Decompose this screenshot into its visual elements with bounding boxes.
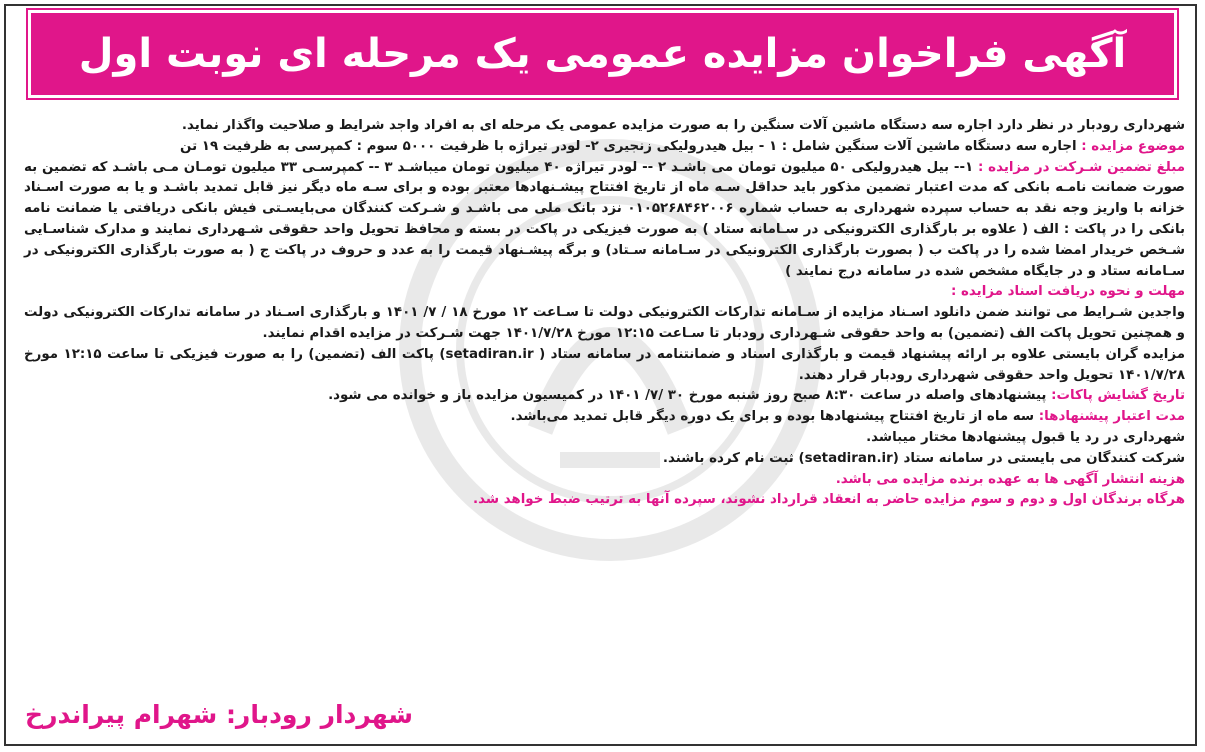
opening-text: پیشنهادهای واصله در ساعت ۸:۳۰ صبح روز شنبه مورخ ۳۰ /۷/ ۱۴۰۱ در کمیسیون مزایده باز و خوانده می شود.	[328, 388, 1047, 404]
validity-paragraph	[24, 407, 1185, 428]
bidders-note-paragraph: مزایده گران بایستی علاوه بر ارائه پیشنهاد قیمت و بارگذاری اسناد و ضمانتنامه در سامانه ستاد ( setadiran.ir) پاکت الف (تضمین) را به صورت فیزیکی تا ساعت ۱۲:۱۵ مورخ ۱۴۰۱/۷/۲۸ تحویل واحد حقوقی شهرداری رودبار قرار دهند.	[24, 346, 1185, 383]
deadline-label: مهلت و نحوه دریافت اسناد مزایده :	[951, 284, 1185, 300]
subject-text: اجاره سه دستگاه ماشین آلات سنگین شامل : ۱ - بیل هیدرولیکی زنجیری ۲- لودر تیراژه با ظرفیت ۵۰۰۰ سوم : کمپرسی به ظرفیت ۱۹ تن	[180, 138, 1077, 154]
intro-paragraph: شهرداری رودبار در نظر دارد اجاره سه دستگاه ماشین آلات سنگین را به صورت مزایده عمومی یک مرحله ای به افراد واجد شرایط و صلاحیت واگذار نماید.	[181, 118, 1185, 133]
deadline-paragraph: واجدین شـرایط می توانند ضمن دانلود اسـناد مزایده از سـامانه تدارکات الکترونیکی دولت تا سـاعت ۱۲ مورخ ۱۸ / ۷/ ۱۴۰۱ و بارگذاری اسـناد در سامانه تدارکات الکترونیکی دولت و همچنین تحویل پاکت الف (تضمین) به واحد حقوقی شـهرداری رودبار تا سـاعت ۱۲:۱۵ مورخ ۱۴۰۱/۷/۲۸ جهت شـرکت در مزایده اقدام نمایند.	[24, 305, 1186, 341]
opening-paragraph	[24, 386, 1185, 407]
opening-label: تاریخ گشایش پاکات:	[1051, 388, 1185, 404]
guarantee-paragraph	[24, 158, 1185, 283]
title-banner	[28, 10, 1177, 98]
ad-cost-note: هزینه انتشار آگهی ها به عهده برنده مزایده می باشد.	[835, 471, 1185, 487]
subject-label: موضوع مزایده :	[1081, 138, 1185, 154]
validity-label: مدت اعتبار پیشنهادها:	[1038, 409, 1185, 425]
mayor-signature: شهردار رودبار: شهرام پیراندرخ	[25, 700, 413, 729]
guarantee-label: مبلغ تضمین شـرکت در مزایده :	[978, 159, 1185, 175]
subject-paragraph	[24, 137, 1185, 158]
register-note: شرکت کنندگان می بایستی در سامانه ستاد (setadiran.ir) ثبت نام کرده باشند.	[662, 450, 1185, 466]
guarantee-text: ۱-- بیل هیدرولیکی ۵۰ میلیون تومان می باشـد ۲ -- لودر تیراژه ۴۰ میلیون تومان میباشـد ۳ -- کمپرسـی ۳۳ میلیون تومـان مـی باشـد که تضمین به صورت ضمانت نامـه بانکی که مدت اعتبار تضمین مذکور باید حداقل سـه ماه از تاریخ افتتاح پیشـنهادها معتبر بوده و برای سـه ماه دیگر نیز قابل تمدید باشـد و یا به صورت اسـناد خزانه با واریز وجه نقد به حساب سپرده شهرداری به حساب شماره ۰۱۰۵۲۶۸۴۶۲۰۰۶ نزد بانک ملی می باشـد و شـرکت کنندگان می‌بایسـتی فیش بانکی دریافتی یا ضمانت نامه بانکی را در پاکت : الف ( علاوه بر بارگذاری الکترونیکی در سـامانه ستاد ) به صورت فیزیکی در پاکت در بسته و محافظ تحویل واحد حقوقی شـهرداری نمایند و مدارک شناسـایی شـخص خریدار امضا شده را در پاکت ب ( بصورت بارگذاری الکترونیکی در سـامانه سـتاد) و برگه پیشـنهاد قیمت را به عدد و حروف در پاکت ج ( به صورت بارگذاری الکترونیکی در سـامانه ستاد و در جایگاه مشخص شده در سامانه درج نمایند )	[24, 159, 1185, 279]
notice-title: آگهی فراخوان مزایده عمومی یک مرحله ای نوبت اول	[78, 31, 1127, 77]
forfeit-note: هرگاه برندگان اول و دوم و سوم مزایده حاضر به انعقاد قرارداد نشوند، سپرده آنها به ترتیب ضبط خواهد شد.	[473, 492, 1185, 508]
validity-text: سه ماه از تاریخ افتتاح پیشنهادها بوده و برای یک دوره دیگر قابل تمدید می‌باشد.	[510, 409, 1035, 425]
deadline-heading-paragraph	[24, 282, 1185, 303]
reject-note: شهرداری در رد یا قبول پیشنهادها مختار میباشد.	[866, 429, 1185, 445]
notice-body	[24, 116, 1185, 511]
